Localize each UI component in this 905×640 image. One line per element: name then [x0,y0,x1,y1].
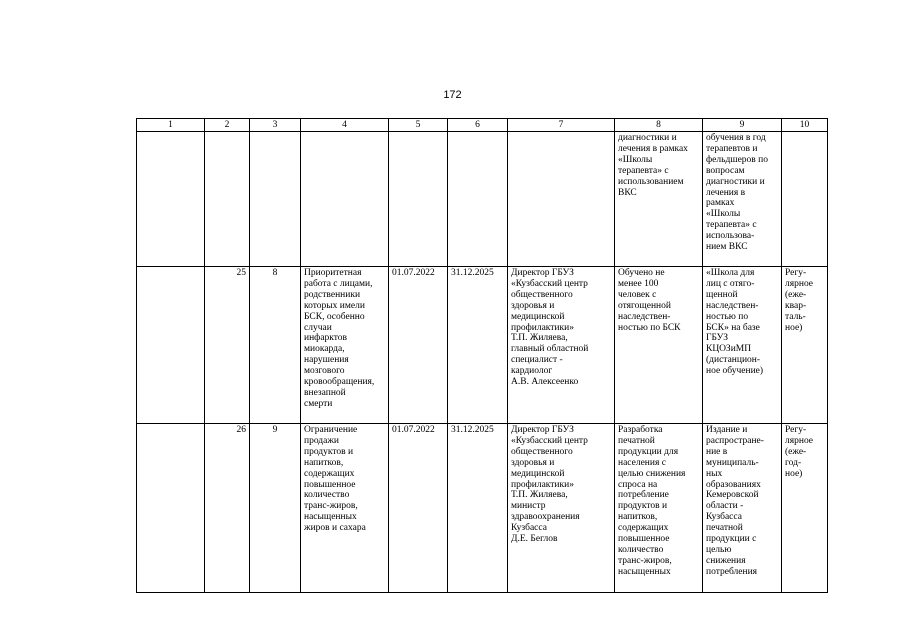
cell-col-4: Приоритетная работа с лицами, родственники которых имели БСК, особенно случаи инфарктов миокарда, нарушения мозгового кровообращения, внезапной смерти [301,267,389,424]
cell-col-3: 9 [250,424,301,593]
header-row [137,119,828,132]
cell-col-2: 26 [205,424,250,593]
cell-col-9: «Школа для лиц с отяго- щенной наследствен- ностью по БСК» на базе ГБУЗ КЦОЗиМП (дистанцион- ное обучение) [703,267,782,424]
column-header-6: 6 [448,119,508,132]
cell-col-5: 01.07.2022 [389,267,448,424]
cell-col-4 [301,132,389,267]
cell-col-10 [782,132,828,267]
table-row [137,132,828,267]
table-row [137,424,828,593]
cell-col-10: Регу- лярное (еже- квар- таль- ное) [782,267,828,424]
cell-col-8: диагностики и лечения в рамках «Школы терапевта» с использованием ВКС [615,132,703,267]
cell-col-1 [137,132,205,267]
column-header-3: 3 [250,119,301,132]
plan-table [136,118,828,593]
table-row [137,267,828,424]
cell-col-9: Издание и распростране- ние в муниципаль- ных образованиях Кемеровской области - Кузбасса печатной продукции с целью снижения потребления [703,424,782,593]
column-header-1: 1 [137,119,205,132]
column-header-7: 7 [508,119,615,132]
cell-col-10: Регу- лярное (еже- год- ное) [782,424,828,593]
cell-col-1 [137,424,205,593]
column-header-4: 4 [301,119,389,132]
cell-col-6: 31.12.2025 [448,424,508,593]
cell-col-7 [508,132,615,267]
cell-col-3 [250,132,301,267]
cell-col-5 [389,132,448,267]
column-header-9: 9 [703,119,782,132]
column-header-2: 2 [205,119,250,132]
column-header-8: 8 [615,119,703,132]
cell-col-2: 25 [205,267,250,424]
cell-col-5: 01.07.2022 [389,424,448,593]
cell-col-2 [205,132,250,267]
column-header-5: 5 [389,119,448,132]
cell-col-4: Ограничение продажи продуктов и напитков, содержащих повышенное количество транс-жиров, насыщенных жиров и сахара [301,424,389,593]
cell-col-6 [448,132,508,267]
cell-col-9: обучения в год терапевтов и фельдшеров по вопросам диагностики и лечения в рамках «Школы терапевта» с использова- нием ВКС [703,132,782,267]
cell-col-7: Директор ГБУЗ «Кузбасский центр общественного здоровья и медицинской профилактики» Т.П. Жиляева, главный областной специалист - кардиолог А.В. Алексеенко [508,267,615,424]
cell-col-3: 8 [250,267,301,424]
cell-col-7: Директор ГБУЗ «Кузбасский центр общественного здоровья и медицинской профилактики» Т.П. Жиляева, министр здравоохранения Кузбасса Д.Е. Беглов [508,424,615,593]
cell-col-8: Разработка печатной продукции для населения с целью снижения спроса на потребление продуктов и напитков, содержащих повышенное количество транс-жиров, насыщенных [615,424,703,593]
column-header-10: 10 [782,119,828,132]
page-number: 172 [443,89,462,101]
cell-col-8: Обучено не менее 100 человек с отягощенной наследствен- ностью по БСК [615,267,703,424]
cell-col-6: 31.12.2025 [448,267,508,424]
cell-col-1 [137,267,205,424]
